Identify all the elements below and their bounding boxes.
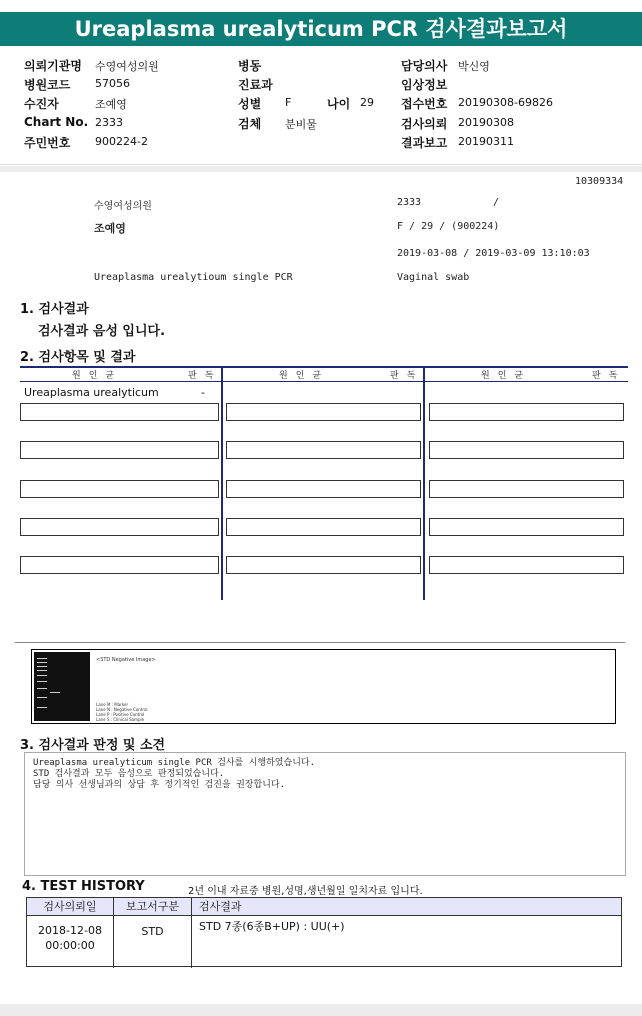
specimen-value: 분비물 — [285, 118, 317, 131]
footer-bar — [0, 1004, 642, 1016]
findings-box — [24, 752, 626, 876]
code-value: 57056 — [95, 77, 130, 90]
result-cell — [429, 403, 624, 421]
history-header-type: 보고서구분 — [125, 900, 180, 913]
age-label: 나이 — [327, 97, 351, 111]
history-result: STD 7종(6종B+UP) : UU(+) — [199, 920, 345, 933]
doctor-value: 박신영 — [458, 60, 490, 73]
col-header-judgement: 판독 — [390, 371, 424, 381]
gel-legend-item: Lane M : Marker — [96, 702, 129, 707]
report-specimen: Vaginal swab — [397, 272, 470, 283]
finding-line: 담당 의사 선생님과의 상담 후 정기적인 검진을 권장합니다. — [33, 780, 286, 790]
history-time: 00:00:00 — [45, 939, 95, 952]
receipt-label: 접수번호 — [401, 97, 448, 111]
result-cell — [20, 480, 219, 498]
section1-title: 1. 검사결과 — [20, 302, 89, 317]
report-patient: 조예영 — [94, 222, 126, 235]
ward-label: 병동 — [238, 59, 262, 73]
gel-legend-item: Lane S : Clinical Sample — [96, 717, 145, 722]
pathogen-result: - — [201, 386, 205, 399]
col-header-pathogen: 원인균 — [279, 371, 330, 381]
pathogen-name: Ureaplasma urealyticum — [24, 386, 159, 399]
dept-label: 진료과 — [238, 78, 273, 92]
receipt-value: 20190308-69826 — [458, 96, 553, 109]
report-title: Ureaplasma urealyticum PCR 검사결과보고서 — [0, 12, 642, 46]
col-header-pathogen: 원인균 — [72, 371, 123, 381]
divider-line — [15, 642, 625, 643]
sex-label: 성별 — [238, 97, 262, 111]
rrn-value: 900224-2 — [95, 135, 148, 148]
report-chart-slash: / — [493, 197, 500, 208]
history-date: 2018-12-08 — [38, 924, 102, 937]
result-cell — [20, 518, 219, 536]
report-dates: 2019-03-08 / 2019-03-09 13:10:03 — [397, 248, 590, 259]
age-value: 29 — [360, 96, 374, 109]
section4-title: 4. TEST HISTORY — [22, 879, 145, 894]
patient-value: 조예영 — [95, 98, 127, 111]
request-value: 20190308 — [458, 116, 514, 129]
result-cell — [226, 403, 421, 421]
chart-label: Chart No. — [24, 115, 89, 129]
result-cell — [429, 480, 624, 498]
report-sex-age: F / 29 / (900224) — [397, 221, 500, 232]
institution-label: 의뢰기관명 — [24, 59, 82, 73]
section3-title: 3. 검사결과 판정 및 소견 — [20, 738, 166, 753]
gel-image-panel — [31, 649, 616, 724]
result-cell — [429, 441, 624, 459]
doc-number: 10309334 — [575, 176, 624, 187]
history-note: 2년 이내 자료중 병원,성명,생년월일 일치자료 입니다. — [188, 886, 423, 897]
institution-value: 수영여성의원 — [95, 60, 159, 73]
specimen-label: 검체 — [238, 117, 262, 131]
gel-legend-item: Lane P : Positive Control — [96, 712, 145, 717]
result-cell — [20, 556, 219, 574]
report-test-name: Ureaplasma urealytioum single PCR — [94, 272, 293, 283]
result-cell — [226, 480, 421, 498]
rrn-label: 주민번호 — [24, 136, 71, 150]
sex-value: F — [285, 96, 292, 109]
result-cell — [226, 441, 421, 459]
report-institution: 수영여성의원 — [94, 201, 152, 212]
result-grid — [20, 366, 628, 600]
doctor-label: 담당의사 — [401, 59, 448, 73]
section2-title: 2. 검사항목 및 결과 — [20, 350, 136, 365]
col-header-pathogen: 원인균 — [481, 371, 532, 381]
chart-value: 2333 — [95, 116, 123, 129]
section-divider — [0, 166, 642, 172]
result-cell — [226, 518, 421, 536]
history-type: STD — [141, 925, 164, 938]
request-label: 검사의뢰 — [401, 117, 448, 131]
gel-legend-item: Lane N : Negative Control — [96, 707, 148, 712]
history-header-result: 검사결과 — [199, 900, 242, 913]
result-cell — [20, 403, 219, 421]
result-cell — [429, 556, 624, 574]
section1-result: 검사결과 음성 입니다. — [38, 324, 166, 339]
gel-caption: <STD Negative Image> — [96, 657, 156, 663]
result-cell — [429, 518, 624, 536]
patient-info-header — [0, 55, 642, 165]
finding-line: STD 검사결과 모두 음성으로 판정되었습니다. — [33, 769, 225, 779]
patient-label: 수진자 — [24, 97, 59, 111]
history-header-date: 검사의뢰일 — [43, 900, 97, 913]
report-date-label: 결과보고 — [401, 136, 448, 150]
clinical-label: 임상정보 — [401, 78, 448, 92]
finding-line: Ureaplasma urealyticum single PCR 검사를 시행하였습니다. — [33, 758, 316, 768]
col-header-judgement: 판독 — [592, 371, 626, 381]
gel-electrophoresis-image — [34, 652, 90, 721]
report-chart: 2333 — [397, 197, 422, 208]
report-date-value: 20190311 — [458, 135, 514, 148]
code-label: 병원코드 — [24, 78, 71, 92]
result-cell — [226, 556, 421, 574]
history-table — [26, 897, 622, 967]
result-cell — [20, 441, 219, 459]
col-header-judgement: 판독 — [188, 371, 222, 381]
